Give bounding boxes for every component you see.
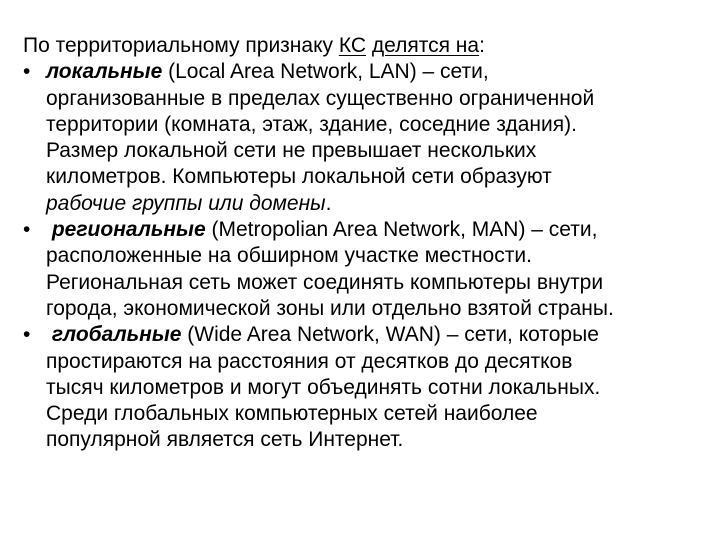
item-term: глобальные [51, 323, 182, 347]
item-line: (Wide Area Network, WAN) – сети, которые [181, 323, 599, 347]
item-line: Региональная сеть может соединять компьютеры внутри [46, 270, 604, 294]
item-line: тысяч километров и могут объединять сотни локальных. [46, 375, 601, 399]
item-line: города, экономической зоны или отдельно взятой страны. [46, 296, 614, 320]
item-term: локальные [46, 60, 163, 84]
intro-text: По территориальному признаку [23, 34, 339, 57]
intro-ks-underlined: КС [338, 34, 367, 57]
intro-sentence [23, 33, 703, 59]
item-line: Размер локальной сети не превышает нескольких [46, 139, 537, 163]
item-line: расположенные на обширном участке местности. [46, 244, 532, 268]
item-line: популярной является сеть Интернет. [46, 428, 404, 452]
item-line: территории (комната, этаж, здание, соседние здания). [46, 112, 577, 136]
term-workgroups: рабочие группы [46, 191, 203, 215]
bullet-icon: • [23, 60, 31, 84]
item-first-line [46, 322, 703, 348]
intro-colon: : [479, 34, 485, 57]
list-item-global [23, 322, 703, 453]
item-line: Среди глобальных компьютерных сетей наиболее [46, 402, 538, 426]
item-line: километров. Компьютеры локальной сети образуют [46, 165, 552, 189]
item-line: (Local Area Network, LAN) – сети, [162, 60, 489, 84]
sentence-end: . [325, 191, 332, 215]
term-domains: домены [249, 191, 326, 215]
slide-text [23, 33, 703, 454]
bullet-icon: • [23, 218, 31, 242]
intro-delyatsya-underlined: делятся на [371, 34, 480, 57]
connector-text: или [202, 191, 250, 215]
list-item-local [23, 59, 703, 217]
list-item-regional [23, 217, 703, 322]
item-line: организованные в пределах существенно ограниченной [46, 86, 595, 110]
item-line: простираются на расстояния от десятков до десятков [46, 349, 573, 373]
item-term: региональные [51, 218, 206, 242]
item-line: (Metropolian Area Network, MAN) – сети, [205, 218, 598, 242]
bullet-icon: • [23, 323, 31, 347]
item-first-line [46, 217, 703, 243]
item-last-line [46, 191, 703, 217]
item-first-line [46, 59, 703, 85]
